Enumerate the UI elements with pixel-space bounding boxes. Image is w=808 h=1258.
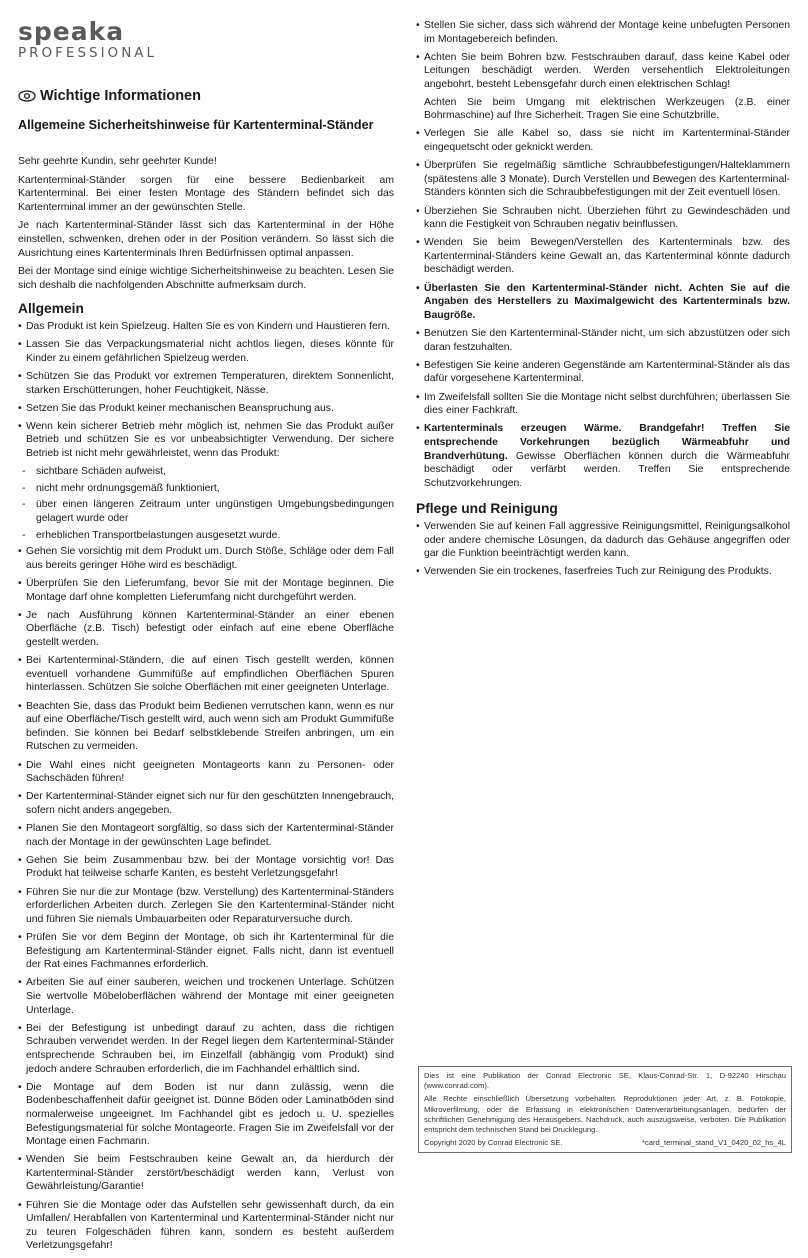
intro-paragraph: Sehr geehrte Kundin, sehr geehrter Kunde! — [18, 156, 217, 167]
list-item: • Im Zweifelsfall sollten Sie die Montage nicht selbst durchführen; überlassen Sie dies einer Fachkraft. — [416, 391, 790, 418]
list-item: • Stellen Sie sicher, dass sich während der Montage keine unbefugten Personen im Montagebereich befinden. — [416, 19, 790, 46]
list-item: • Arbeiten Sie auf einer sauberen, weichen und trockenen Unterlage. Schützen Sie wertvolle Möbeloberflächen während der Montage mit einer geeigneten Unterlage. — [18, 976, 394, 1017]
sub-list-item: - nicht mehr ordnungsgemäß funktioniert, — [18, 482, 394, 496]
list-item: • Überziehen Sie Schrauben nicht. Überziehen führt zu Gewindeschäden und kann die Festigkeit von Schrauben negativ beinflussen. — [416, 205, 790, 232]
list-item: • Gehen Sie beim Zusammenbau bzw. bei der Montage vorsichtig vor! Das Produkt hat teilweise scharfe Kanten, es besteht Verletzungsgefahr! — [18, 854, 394, 881]
intro-block — [18, 155, 394, 1258]
list-item: • Überprüfen Sie regelmäßig sämtliche Schraubbefestigungen/Halteklammern (spätestens alle 3 Monate). Durch Verstellen und Bewegen des Kartenterminal-Ständers könnten sich die Schraubbefestigungen mit der Zeit eventuell lösen. — [416, 159, 790, 200]
list-item: • Der Kartenterminal-Ständer eignet sich nur für den geschützten Innengebrauch, sofern nicht anders angegeben. — [18, 790, 394, 817]
logo-subtitle: PROFESSIONAL — [18, 45, 158, 61]
list-item: • Die Montage auf dem Boden ist nur dann zulässig, wenn die Bodenbeschaffenheit dafür geeignet ist. Dünne Böden oder Laminatböden sind normalerweise ungeeignet. Im Fachhandel gibt es jedoch u. U. spezielles Befestigungsmaterial für solche Montageorte. Fragen Sie im Zweifelsfall vor der Montage einen Fachmann. — [18, 1081, 394, 1149]
logo-wordmark: speaka — [18, 17, 125, 46]
right-column — [416, 19, 790, 584]
list-item: • Schützen Sie das Produkt vor extremen Temperaturen, direktem Sonnenlicht, starken Erschütterungen, hoher Feuchtigkeit, Nässe. — [18, 370, 394, 397]
imprint-rights: Alle Rechte einschließlich Übersetzung vorbehalten. Reproduktionen jeder Art, z. B. Fotokopie, Mikroverfilmung, oder die Erfassung in elektronischen Datenverarbeitungsanlagen, bedürfen der schriftlichen Genehmigung des Herausgebers. Nachdruck, auch auszugsweise, verboten. Die Publikation entspricht dem technischen Stand bei Drucklegung. — [424, 1094, 786, 1135]
list-item: • Wenden Sie beim Festschrauben keine Gewalt an, da hierdurch der Kartenterminal-Ständer zerstört/beschädigt werden kann, Verlust von Gewährleistung/Garantie! — [18, 1153, 394, 1194]
list-item: • Verwenden Sie ein trockenes, faserfreies Tuch zur Reinigung des Produkts. — [416, 565, 790, 579]
list-item: • Bei Kartenterminal-Ständern, die auf einen Tisch gestellt werden, können eventuell vorhandene Gummifüße auf empfindlichen Oberflächen Spuren hinterlassen. Schützen Sie solche Oberflächen mit einer geeigneten Unterlage. — [18, 654, 394, 695]
list-item: • Führen Sie nur die zur Montage (bzw. Verstellung) des Kartenterminal-Ständers erforderlichen Arbeiten durch. Zerlegen Sie den Kartenterminal-Ständer nicht und führen Sie niemals Umbauarbeiten oder Reparaturversuche durch. — [18, 886, 394, 927]
page-title-text: Wichtige Informationen — [40, 88, 201, 104]
allgemein-list — [18, 320, 394, 1253]
list-item-continuation: Achten Sie beim Umgang mit elektrischen Werkzeugen (z.B. einer Bohrmaschine) auf Ihre Sicherheit. Tragen Sie eine Schutzbrille. — [424, 96, 790, 122]
allgemein-heading: Allgemein — [18, 301, 84, 317]
list-item: • Überprüfen Sie den Lieferumfang, bevor Sie mit der Montage beginnen. Die Montage darf ohne kompletten Lieferumfang nicht durchgeführt werden. — [18, 577, 394, 604]
intro-paragraph: Kartenterminal-Ständer sorgen für eine bessere Bedienbarkeit am Kartenterminal. Bei einer festen Montage des Ständern befindet sich das Kartenterminal immer an der gewünschten Stelle. — [18, 174, 394, 213]
list-item: • Planen Sie den Montageort sorgfältig, so dass sich der Kartenterminal-Ständer nach der Montage in der gewünschten Lage befindet. — [18, 822, 394, 849]
list-item: • Wenden Sie beim Bewegen/Verstellen des Kartenterminals bzw. des Kartenterminal-Ständers keine Gewalt an, das Kartenterminal könnte dadurch beschädigt werden. — [416, 236, 790, 277]
imprint-publisher: Dies ist eine Publikation der Conrad Electronic SE, Klaus-Conrad-Str. 1, D-92240 Hirschau (www.conrad.com). — [424, 1071, 786, 1091]
speaka-logo — [18, 17, 160, 61]
intro-paragraph: Je nach Kartenterminal-Ständer lässt sich das Kartenterminal in der Höhe einstellen, schwenken, drehen oder in der Position verändern. So lässt sich die Ausrichtung eines Kartenterminals Ihren Bedürfnissen optimal anpassen. — [18, 220, 394, 259]
right-list — [416, 19, 790, 490]
imprint-box — [418, 1066, 792, 1153]
list-item — [416, 51, 790, 123]
list-item: • Beachten Sie, dass das Produkt beim Bedienen verrutschen kann, wenn es nur auf eine Oberfläche/Tisch gestellt wird, auch wenn sich am Produkt Gummifüße befinden. Sie können bei Bedarf selbstklebende Streifen anbringen, um ein Rutschen zu vermeiden. — [18, 700, 394, 754]
imprint-bottom-row — [424, 1138, 786, 1148]
list-item: • Verwenden Sie auf keinen Fall aggressive Reinigungsmittel, Reinigungsalkohol oder andere chemische Lösungen, da dadurch das Gehäuse angegriffen oder gar die Funktion beeinträchtigt werden kann. — [416, 520, 790, 561]
heat-warning-text: Gewisse Oberflächen können durch die Wärmeabfuhr beschädigt oder verfärbt werden. Treffen Sie entsprechende Schutzvorkehrungen. — [424, 450, 790, 489]
list-item: • Wenn kein sicherer Betrieb mehr möglich ist, nehmen Sie das Produkt außer Betrieb und schützen Sie es vor unbeabsichtigter Verwendung. Der sichere Betrieb ist nicht mehr gewährleistet, wenn das Produkt: — [18, 420, 394, 461]
list-item: • Führen Sie die Montage oder das Aufstellen sehr gewissenhaft durch, da ein Umfallen/ Herabfallen von Kartenterminal und Kartenterminal-Ständer nicht nur zu teuren Folgeschäden führen kann, sondern es besteht außerdem Verletzungsgefahr! — [18, 1199, 394, 1253]
page-title — [18, 88, 201, 104]
list-item-heat-warning — [416, 422, 790, 490]
imprint-copyright: Copyright 2020 by Conrad Electronic SE. — [424, 1138, 563, 1148]
list-item: • Verlegen Sie alle Kabel so, dass sie nicht im Kartenterminal-Ständer eingequetscht oder geknickt werden. — [416, 127, 790, 154]
list-item: • Befestigen Sie keine anderen Gegenstände am Kartenterminal-Ständer als das dafür vorgesehene Kartenterminal. — [416, 359, 790, 386]
sub-list-item: - über einen längeren Zeitraum unter ungünstigen Umgebungsbedingungen gelagert wurde oder — [18, 498, 394, 525]
list-item: • Das Produkt ist kein Spielzeug. Halten Sie es von Kindern und Haustieren fern. — [18, 320, 394, 334]
sub-list-item: - erheblichen Transportbelastungen ausgesetzt wurde. — [18, 529, 394, 543]
list-item-text: Achten Sie beim Bohren bzw. Festschrauben darauf, dass keine Kabel oder Leitungen beschädigt werden. Werden versehentlich Elektroleitungen angebohrt, besteht Lebensgefahr durch einen elektrischen Schlag! — [424, 51, 790, 90]
list-item: • Die Wahl eines nicht geeigneten Montageorts kann zu Personen- oder Sachschäden führen! — [18, 759, 394, 786]
heat-warning-bold: Kartenterminals erzeugen Wärme. Brandgefahr! Treffen Sie entsprechende Vorkehrungen bezüglich Wärmeabfuhr und Brandverhütung. — [424, 423, 790, 462]
list-item: • Benutzen Sie den Kartenterminal-Ständer nicht, um sich abzustützen oder sich daran festzuhalten. — [416, 327, 790, 354]
list-item: • Lassen Sie das Verpackungsmaterial nicht achtlos liegen, dieses könnte für Kinder zu einem gefährlichen Spielzeug werden. — [18, 338, 394, 365]
list-item: • Prüfen Sie vor dem Beginn der Montage, ob sich ihr Kartenterminal für die Befestigung am Kartenterminal-Ständer eignet. Falls nicht, dann ist eventuell der Rat eines Fachmannes erforderlich. — [18, 931, 394, 972]
eye-icon — [18, 90, 36, 102]
list-item: • Setzen Sie das Produkt keiner mechanischen Beanspruchung aus. — [18, 402, 394, 416]
list-item: • Gehen Sie vorsichtig mit dem Produkt um. Durch Stöße, Schläge oder dem Fall aus bereits geringer Höhe wird es beschädigt. — [18, 545, 394, 572]
imprint-code: *card_terminal_stand_V1_0420_02_hs_4L — [642, 1138, 786, 1148]
section-subheading: Allgemeine Sicherheitshinweise für Kartenterminal-Ständer — [18, 118, 374, 132]
intro-paragraph: Bei der Montage sind einige wichtige Sicherheitshinweise zu beachten. Lesen Sie sich deshalb die nachfolgenden Abschnitte aufmerksam durch. — [18, 266, 394, 291]
list-item: • Bei der Befestigung ist unbedingt darauf zu achten, dass die richtigen Schrauben verwendet werden. In der Regel liegen dem Kartenterminal-Ständer entsprechende Schrauben bei, im Einzelfall (abhängig vom Produkt) sind jedoch andere Schrauben erforderlich, die im Fachhandel erhältlich sind. — [18, 1022, 394, 1076]
list-item: • Je nach Ausführung können Kartenterminal-Ständer an einer ebenen Oberfläche (z.B. Tisch) befestigt oder einfach auf eine ebene Oberfläche gestellt werden. — [18, 609, 394, 650]
pflege-heading: Pflege und Reinigung — [416, 501, 558, 517]
list-item-warning: • Überlasten Sie den Kartenterminal-Ständer nicht. Achten Sie auf die Angaben des Herstellers zu Maximalgewicht des Kartenterminals bzw. Baugröße. — [416, 282, 790, 323]
pflege-list — [416, 520, 790, 579]
sub-list-item: - sichtbare Schäden aufweist, — [18, 465, 394, 479]
